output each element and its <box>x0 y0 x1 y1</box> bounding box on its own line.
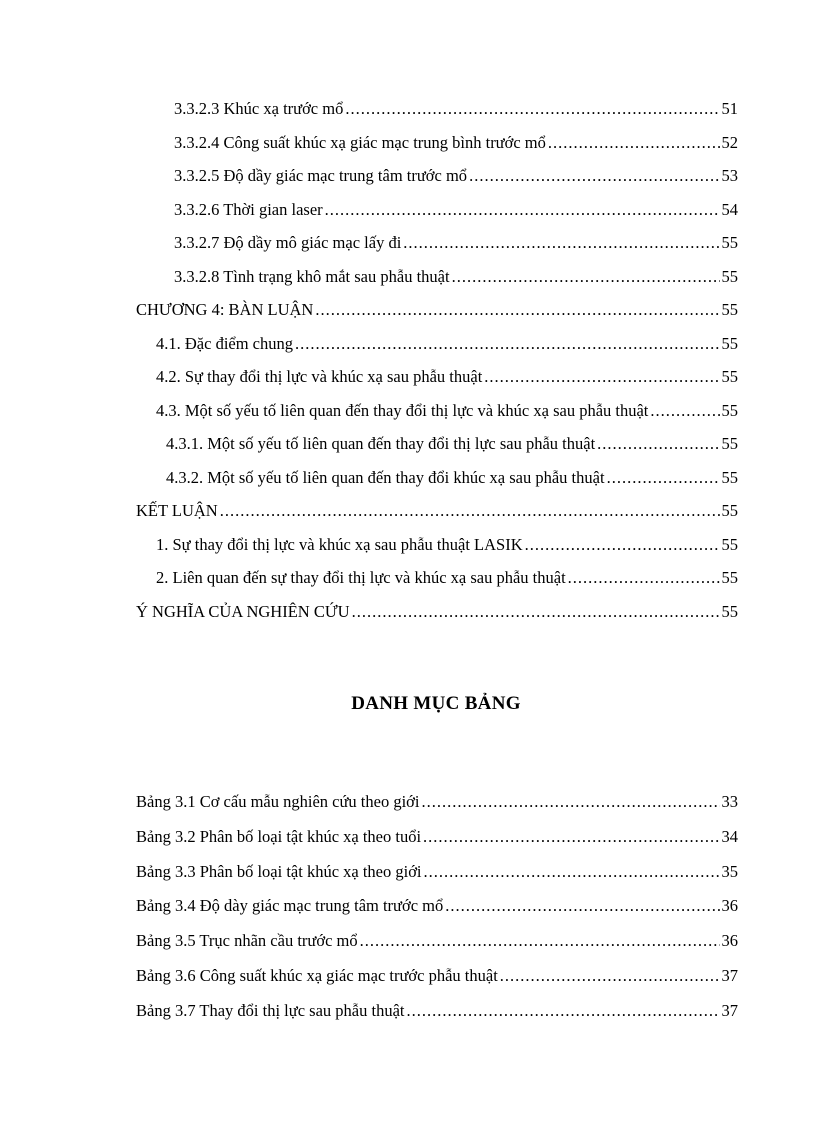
toc-entry-title: Ý NGHĨA CỦA NGHIÊN CỨU <box>136 601 350 621</box>
toc-entry-title: 4.3. Một số yếu tố liên quan đến thay đổi thị lực và khúc xạ sau phẫu thuật <box>156 400 649 420</box>
table-entry[interactable] <box>136 889 738 924</box>
table-entry[interactable] <box>136 820 738 855</box>
table-entry[interactable] <box>136 994 738 1029</box>
toc-entry[interactable] <box>136 159 738 193</box>
dot-leader <box>500 959 720 994</box>
table-entry-title: Bảng 3.4 Độ dày giác mạc trung tâm trước mổ <box>136 896 444 916</box>
toc-entry[interactable] <box>136 126 738 160</box>
dot-leader <box>352 595 720 629</box>
toc-entry-page-number: 55 <box>721 501 738 520</box>
toc-entry-title: 2. Liên quan đến sự thay đổi thị lực và khúc xạ sau phẫu thuật <box>156 568 566 587</box>
dot-leader <box>423 820 719 855</box>
toc-entry-title: 4.3.1. Một số yếu tố liên quan đến thay đổi thị lực sau phẫu thuật <box>166 434 596 453</box>
dot-leader <box>650 394 719 428</box>
dot-leader <box>424 855 720 890</box>
toc-entry-page-number: 55 <box>721 601 738 621</box>
table-entry-title: Bảng 3.6 Công suất khúc xạ giác mạc trước phẫu thuật <box>136 965 498 985</box>
dot-leader <box>403 226 719 260</box>
dot-leader <box>484 360 719 394</box>
dot-leader <box>452 260 720 294</box>
table-entry-page-number: 37 <box>721 965 738 985</box>
table-entry[interactable] <box>136 785 738 820</box>
table-entry-title: Bảng 3.2 Phân bố loại tật khúc xạ theo tuổi <box>136 826 422 846</box>
toc-entry[interactable] <box>136 226 738 260</box>
dot-leader <box>548 126 720 160</box>
dot-leader <box>445 889 719 924</box>
dot-leader <box>597 427 719 461</box>
toc-entry[interactable] <box>136 461 738 495</box>
toc-entry[interactable] <box>136 427 738 461</box>
toc-entry-title: 3.3.2.5 Độ dầy giác mạc trung tâm trước mổ <box>174 166 468 185</box>
dot-leader <box>525 528 720 562</box>
toc-entry-title: CHƯƠNG 4: BÀN LUẬN <box>136 300 314 319</box>
toc-entry[interactable] <box>136 327 738 361</box>
toc-entry-title: 4.2. Sự thay đổi thị lực và khúc xạ sau phẫu thuật <box>156 367 483 386</box>
toc-entry-title: 3.3.2.6 Thời gian laser <box>174 199 323 219</box>
table-entry-title: Bảng 3.1 Cơ cấu mẫu nghiên cứu theo giới <box>136 792 420 811</box>
toc-entry-page-number: 55 <box>721 233 738 252</box>
toc-entry[interactable] <box>136 595 738 629</box>
table-entry-page-number: 36 <box>721 931 738 951</box>
toc-entry-title: KẾT LUẬN <box>136 501 218 520</box>
table-entry[interactable] <box>136 924 738 959</box>
table-entry-page-number: 36 <box>721 896 738 916</box>
dot-leader <box>360 924 720 959</box>
table-entry-title: Bảng 3.5 Trục nhãn cầu trước mổ <box>136 931 358 951</box>
list-of-tables <box>136 785 738 1029</box>
toc-entry-page-number: 55 <box>721 400 738 420</box>
table-of-contents <box>136 92 738 628</box>
table-entry-title: Bảng 3.7 Thay đổi thị lực sau phẫu thuật <box>136 1000 405 1020</box>
dot-leader <box>469 159 719 193</box>
table-entry-page-number: 33 <box>721 792 738 811</box>
toc-entry-title: 3.3.2.7 Độ dầy mô giác mạc lấy đi <box>174 233 402 252</box>
table-entry[interactable] <box>136 959 738 994</box>
toc-entry-page-number: 55 <box>721 367 738 386</box>
toc-entry-page-number: 55 <box>721 266 738 286</box>
toc-entry[interactable] <box>136 193 738 227</box>
toc-entry[interactable] <box>136 561 738 595</box>
dot-leader <box>315 293 719 327</box>
dot-leader <box>345 92 719 126</box>
toc-entry-title: 4.1. Đặc điểm chung <box>156 333 294 353</box>
dot-leader <box>607 461 720 495</box>
dot-leader <box>325 193 720 227</box>
toc-entry[interactable] <box>136 528 738 562</box>
toc-entry-page-number: 52 <box>721 132 738 152</box>
toc-entry-title: 3.3.2.4 Công suất khúc xạ giác mạc trung bình trước mổ <box>174 132 546 152</box>
table-entry-page-number: 37 <box>721 1000 738 1020</box>
toc-entry-page-number: 55 <box>721 534 738 554</box>
toc-entry[interactable] <box>136 293 738 327</box>
table-entry-page-number: 34 <box>721 826 738 846</box>
toc-entry-title: 1. Sự thay đổi thị lực và khúc xạ sau phẫu thuật LASIK <box>156 534 523 554</box>
toc-entry-title: 3.3.2.8 Tình trạng khô mắt sau phẫu thuật <box>174 266 450 286</box>
toc-entry-page-number: 55 <box>721 434 738 453</box>
dot-leader <box>421 785 719 820</box>
toc-entry-page-number: 53 <box>721 166 738 185</box>
dot-leader <box>295 327 719 361</box>
tables-list-heading: DANH MỤC BẢNG <box>351 693 521 714</box>
toc-entry[interactable] <box>136 394 738 428</box>
table-entry[interactable] <box>136 855 738 890</box>
toc-entry-page-number: 55 <box>721 568 738 587</box>
toc-entry[interactable] <box>136 494 738 528</box>
dot-leader <box>568 561 720 595</box>
toc-entry[interactable] <box>136 360 738 394</box>
toc-entry-page-number: 51 <box>721 99 738 118</box>
dot-leader <box>406 994 719 1029</box>
dot-leader <box>220 494 720 528</box>
toc-entry-title: 4.3.2. Một số yếu tố liên quan đến thay đổi khúc xạ sau phẫu thuật <box>166 467 605 487</box>
table-entry-page-number: 35 <box>721 861 738 881</box>
toc-entry-page-number: 55 <box>721 467 738 487</box>
toc-entry[interactable] <box>136 92 738 126</box>
toc-entry[interactable] <box>136 260 738 294</box>
table-entry-title: Bảng 3.3 Phân bố loại tật khúc xạ theo giới <box>136 861 422 881</box>
toc-entry-page-number: 55 <box>721 333 738 353</box>
toc-entry-title: 3.3.2.3 Khúc xạ trước mổ <box>174 99 344 118</box>
toc-entry-page-number: 54 <box>721 199 738 219</box>
toc-entry-page-number: 55 <box>721 300 738 319</box>
